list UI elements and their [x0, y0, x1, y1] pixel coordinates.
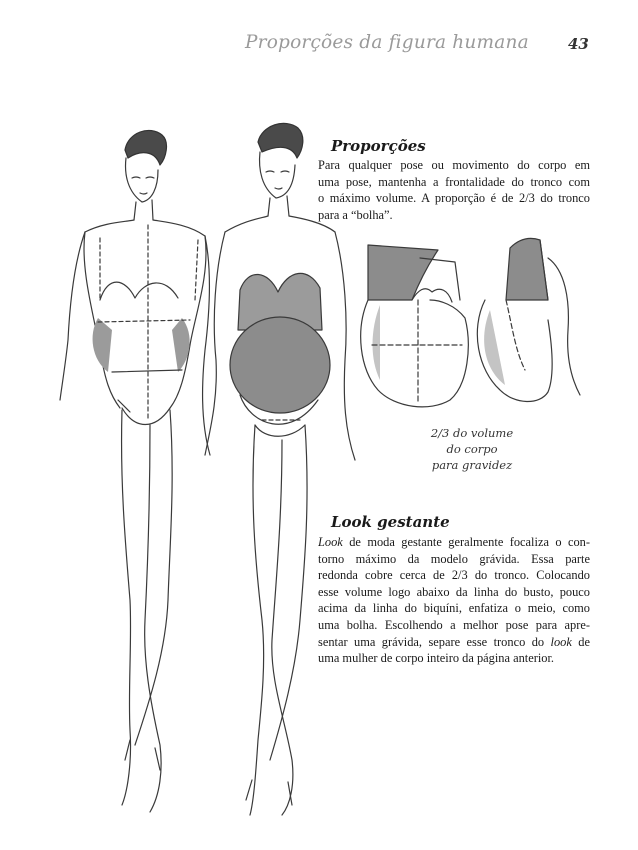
side-torso-diagram — [477, 238, 580, 401]
left-figure-sketch — [60, 130, 210, 812]
paragraph-line: redonda cobre cerca de 2/3 do tronco. Colocando — [318, 568, 590, 583]
paragraph-line: acima da linha do biquíni, enfatiza o meio, como — [318, 601, 590, 616]
paragraph-line: sentar uma grávida, separe esse tronco do look de — [318, 634, 590, 649]
diagram-caption — [412, 425, 532, 473]
paragraph-line: o máximo volume. A proporção é de 2/3 do tronco — [318, 191, 590, 206]
paragraph-line: uma pose, mantenha a frontalidade do tronco com — [318, 174, 590, 189]
caption-line: do corpo — [446, 442, 498, 456]
paragraph-line: esse volume logo abaixo da linha do busto, pouco — [318, 584, 590, 599]
page-number: 43 — [568, 35, 589, 53]
running-title: Proporções da figura humana — [245, 32, 529, 53]
look-gestante-paragraph — [318, 534, 590, 667]
paragraph-line: para a “bolha”. — [318, 207, 393, 222]
pregnant-figure-sketch — [205, 123, 355, 815]
caption-line: para gravidez — [431, 458, 513, 472]
paragraph-line: uma mulher de corpo inteiro da página anterior. — [318, 651, 555, 666]
paragraph-line: uma bolha. Escolhendo a melhor pose para apre- — [318, 617, 590, 632]
caption-line: 2/3 do volume — [430, 426, 514, 440]
italic-word: look — [550, 634, 572, 649]
paragraph-line: torno máximo da modelo grávida. Essa parte — [318, 551, 590, 566]
proporcoes-paragraph — [318, 157, 590, 223]
section-heading-look-gestante: Look gestante — [331, 513, 450, 531]
paragraph-line: Para qualquer pose ou movimento do corpo em — [318, 158, 590, 172]
front-torso-diagram — [361, 245, 469, 407]
paragraph-line: Look de moda gestante geralmente focaliza o con- — [318, 535, 590, 549]
section-heading-proporcoes: Proporções — [331, 137, 426, 155]
italic-word: Look — [318, 535, 343, 549]
